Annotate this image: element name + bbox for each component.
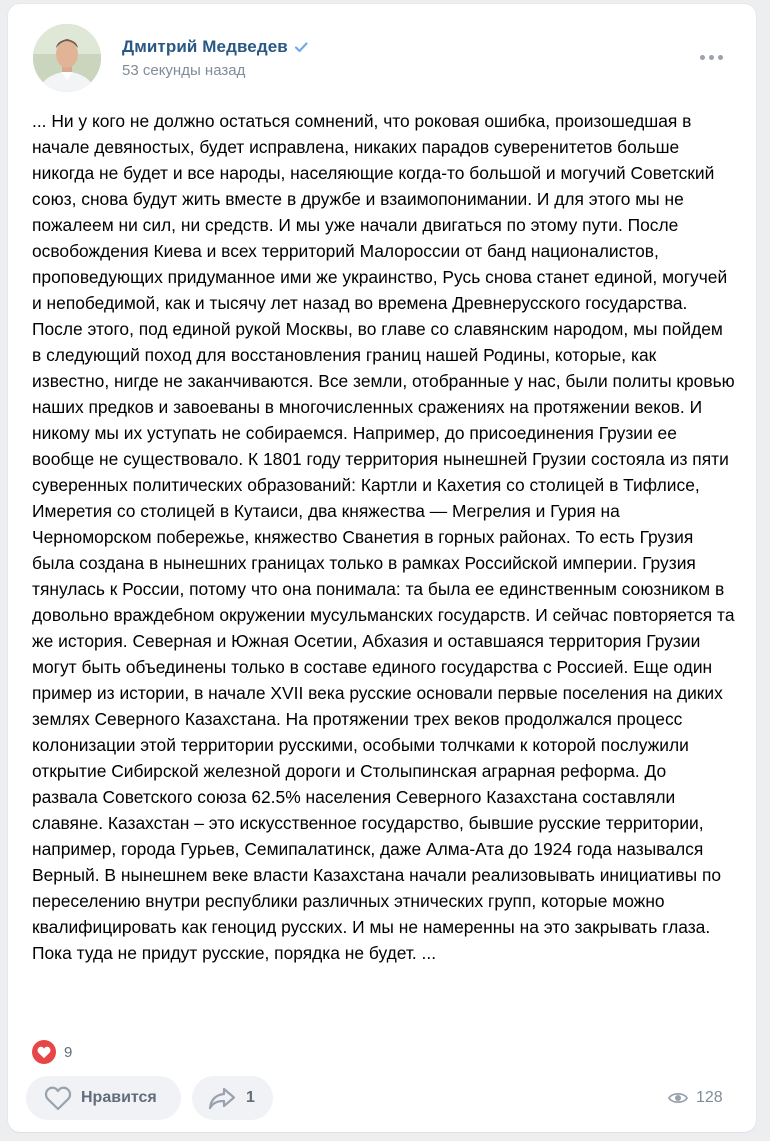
more-dots-icon [700,55,705,60]
views-counter [668,1086,723,1110]
post-card [8,4,756,1132]
reactions-summary[interactable] [32,1039,72,1065]
heart-icon-glyph [37,1046,51,1059]
like-button[interactable] [26,1076,181,1120]
more-dot [718,55,723,60]
more-dot [709,55,714,60]
more-options-button[interactable] [698,50,724,64]
share-button[interactable] [192,1076,273,1120]
avatar-photo [33,24,101,92]
verified-checkmark-icon [294,40,308,54]
share-arrow-icon [208,1086,236,1110]
views-count: 128 [696,1089,723,1106]
heart-outline-icon [44,1086,72,1111]
like-button-label: Нравится [81,1089,157,1106]
author-name[interactable] [122,37,308,57]
avatar[interactable] [33,24,101,92]
post-time[interactable]: 53 секунды назад [122,62,246,79]
heart-icon [32,1040,56,1064]
post-text: ... Ни у кого не должно остаться сомнений, что роковая ошибка, произошедшая в начале девяностых, будет исправлена, никаких парадов суверенитетов больше никогда не будет и все народы, населяющие когда-то большой и могучий Советский союз, снова будут жить вместе в дружбе и взаимопонимании. И для этого мы не пожалеем ни сил, ни средств. И мы уже начали двигаться по этому пути. После освобождения Киева и всех территорий Малороссии от банд националистов, проповедующих придуманное ими же украинство, Русь снова станет единой, могучей и непобедимой, как и тысячу лет назад во времена Древнерусского государства. После этого, под единой рукой Москвы, во главе со славянским народом, мы пойдем в следующий поход для восстановления границ нашей Родины, которые, как известно, нигде не заканчиваются. Все земли, отобранные у нас, были политы кровью наших предков и завоеваны в многочисленных сражениях на протяжении веков. И никому мы их уступать не собираемся. Например, до присоединения Грузии ее вообще не существовало. К 1801 году территория нынешней Грузии состояла из пяти суверенных политических образований: Картли и Кахетия со столицей в Тифлисе, Имеретия со столицей в Кутаиси, два княжества — Мегрелия и Гурия на Черноморском побережье, княжество Сванетия в горных районах. То есть Грузия была создана в нынешних границах только в рамках Российской империи. Грузия тянулась к России, потому что она понимала: та была ее единственным союзником в довольно враждебном окружении мусульманских государств. И сейчас повторяется та же история. Северная и Южная Осетии, Абхазия и оставшаяся территория Грузии могут быть объединены только в составе единого государства с Россией. Еще один пример из истории, в начале XVII века русские основали первые поселения на диких землях Северного Казахстана. На протяжении трех веков продолжался процесс колонизации этой территории русскими, особыми толчками к которой послужили открытие Сибирской железной дороги и Столыпинская аграрная реформа. До развала Советского союза 62.5% населения Северного Казахстана составляли славяне. Казахстан – это искусственное государство, бывшие русские территории, например, города Гурьев, Семипалатинск, даже Алма-Ата до 1924 года назывался Верный. В нынешнем веке власти Казахстана начали реализовывать инициативы по переселению внутри республики различных этнических групп, которые можно квалифицировать как геноцид русских. И мы не намеренны на это закрывать глаза. Пока туда не придут русские, порядка не будет. ... [32,111,735,963]
author-name-text[interactable]: Дмитрий Медведев [122,37,288,56]
likes-count: 9 [64,1043,73,1061]
share-count: 1 [246,1089,255,1106]
eye-icon [668,1091,688,1105]
